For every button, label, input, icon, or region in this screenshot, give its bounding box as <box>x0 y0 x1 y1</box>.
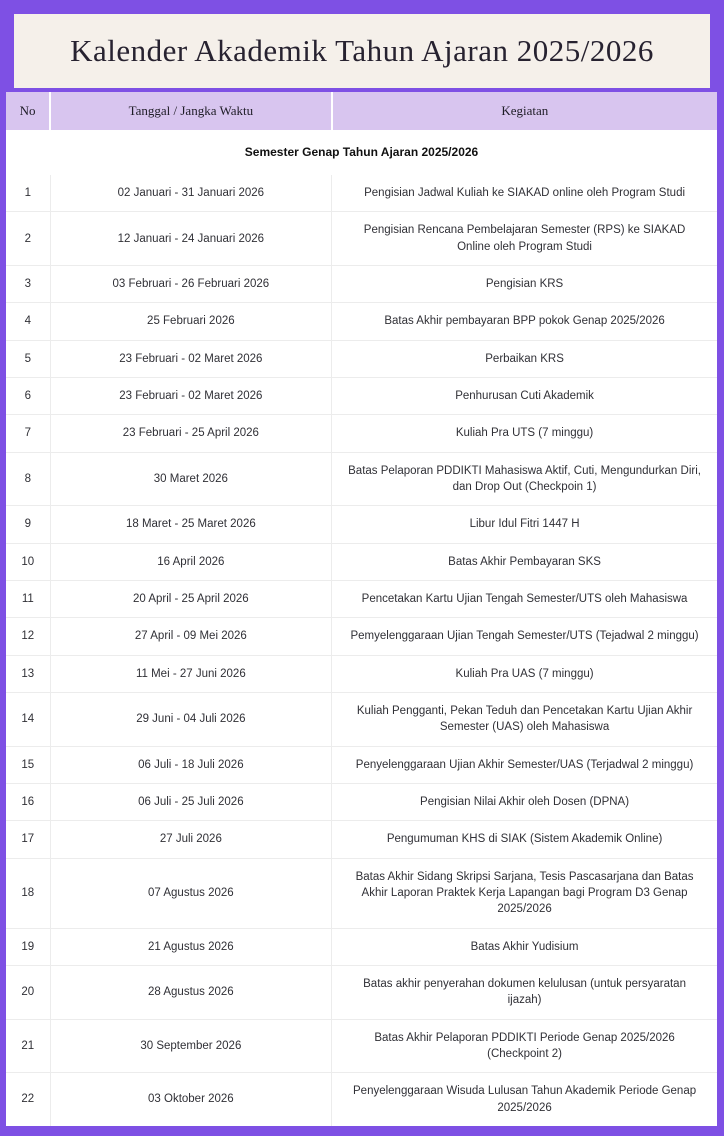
title-banner <box>14 14 710 88</box>
row-kegiatan: Perbaikan KRS <box>332 340 717 377</box>
row-no: 12 <box>6 618 50 655</box>
row-no: 9 <box>6 506 50 543</box>
row-no: 1 <box>6 175 50 212</box>
table-row <box>6 928 717 965</box>
row-kegiatan: Kuliah Pengganti, Pekan Teduh dan Pencetakan Kartu Ujian Akhir Semester (UAS) oleh Mahasiswa <box>332 692 717 746</box>
table-row <box>6 965 717 1019</box>
row-kegiatan: Pengisian Jadwal Kuliah ke SIAKAD online oleh Program Studi <box>364 187 686 200</box>
row-kegiatan: Pengisian Rencana Pembelajaran Semester (RPS) ke SIAKAD Online oleh Program Studi <box>332 212 717 266</box>
row-kegiatan: Kuliah Pra UTS (7 minggu) <box>332 415 717 452</box>
row-no: 5 <box>6 340 50 377</box>
row-no: 8 <box>6 452 50 506</box>
table-row <box>6 303 717 340</box>
row-no: 21 <box>6 1019 50 1073</box>
col-header-no: No <box>6 92 50 130</box>
row-kegiatan: Pengisian KRS <box>332 266 717 303</box>
table-row <box>6 618 717 655</box>
row-kegiatan: Penyelenggaraan Wisuda Lulusan Tahun Akademik Periode Genap 2025/2026 <box>332 1073 717 1126</box>
row-no: 20 <box>6 965 50 1019</box>
table-row <box>6 543 717 580</box>
row-tanggal: 20 April - 25 April 2026 <box>50 580 332 617</box>
row-no: 19 <box>6 928 50 965</box>
row-tanggal: 06 Juli - 25 Juli 2026 <box>50 783 332 820</box>
row-tanggal: 12 Januari - 24 Januari 2026 <box>50 212 332 266</box>
section-header-label: Semester Genap Tahun Ajaran 2025/2026 <box>244 145 479 159</box>
table-row <box>6 506 717 543</box>
row-no: 16 <box>6 783 50 820</box>
table-row <box>6 212 717 266</box>
row-kegiatan: Batas akhir penyerahan dokumen kelulusan (untuk persyaratan ijazah) <box>332 965 717 1019</box>
col-header-tanggal: Tanggal / Jangka Waktu <box>50 92 332 130</box>
row-tanggal: 16 April 2026 <box>50 543 332 580</box>
row-no: 4 <box>6 303 50 340</box>
page-title: Kalender Akademik Tahun Ajaran 2025/2026 <box>70 33 654 68</box>
row-kegiatan: Batas Akhir Yudisium <box>332 928 717 965</box>
row-kegiatan: Pengisian Nilai Akhir oleh Dosen (DPNA) <box>332 783 717 820</box>
row-tanggal: 07 Agustus 2026 <box>50 858 332 928</box>
row-tanggal: 30 September 2026 <box>50 1019 332 1073</box>
row-tanggal: 06 Juli - 18 Juli 2026 <box>50 746 332 783</box>
row-kegiatan: Batas Akhir Pembayaran SKS <box>332 543 717 580</box>
row-kegiatan: Batas Akhir Sidang Skripsi Sarjana, Tesis Pascasarjana dan Batas Akhir Laporan Praktek Kerja Lapangan bagi Program D3 Genap 2025/2026 <box>332 858 717 928</box>
section-header-row <box>6 130 717 175</box>
table-row <box>6 175 717 212</box>
row-no: 17 <box>6 821 50 858</box>
row-no: 13 <box>6 655 50 692</box>
row-kegiatan: Pengumuman KHS di SIAK (Sistem Akademik Online) <box>332 821 717 858</box>
row-kegiatan: Penyelenggaraan Ujian Akhir Semester/UAS (Terjadwal 2 minggu) <box>332 746 717 783</box>
row-no: 3 <box>6 266 50 303</box>
table-row <box>6 452 717 506</box>
row-no: 10 <box>6 543 50 580</box>
row-kegiatan: Pencetakan Kartu Ujian Tengah Semester/UTS oleh Mahasiswa <box>332 580 717 617</box>
row-no: 11 <box>6 580 50 617</box>
row-tanggal: 23 Februari - 25 April 2026 <box>50 415 332 452</box>
table-row <box>6 1019 717 1073</box>
row-no: 18 <box>6 858 50 928</box>
table-row <box>6 655 717 692</box>
row-tanggal: 11 Mei - 27 Juni 2026 <box>50 655 332 692</box>
table-row <box>6 858 717 928</box>
row-no: 15 <box>6 746 50 783</box>
row-kegiatan: Libur Idul Fitri 1447 H <box>332 506 717 543</box>
row-tanggal: 03 Oktober 2026 <box>50 1073 332 1126</box>
row-kegiatan: Batas Akhir pembayaran BPP pokok Genap 2025/2026 <box>332 303 717 340</box>
table-row <box>6 821 717 858</box>
row-no: 14 <box>6 692 50 746</box>
row-tanggal: 25 Februari 2026 <box>50 303 332 340</box>
table-row <box>6 580 717 617</box>
table-row <box>6 746 717 783</box>
row-no: 6 <box>6 378 50 415</box>
table-row <box>6 1073 717 1126</box>
row-tanggal: 28 Agustus 2026 <box>50 965 332 1019</box>
table-row <box>6 378 717 415</box>
row-kegiatan: Batas Akhir Pelaporan PDDIKTI Periode Genap 2025/2026 (Checkpoint 2) <box>332 1019 717 1073</box>
table-row <box>6 266 717 303</box>
row-no: 7 <box>6 415 50 452</box>
row-no: 22 <box>6 1073 50 1126</box>
table-row <box>6 415 717 452</box>
row-tanggal: 27 April - 09 Mei 2026 <box>50 618 332 655</box>
row-kegiatan: Kuliah Pra UAS (7 minggu) <box>332 655 717 692</box>
row-tanggal: 23 Februari - 02 Maret 2026 <box>50 378 332 415</box>
row-tanggal: 30 Maret 2026 <box>50 452 332 506</box>
col-header-kegiatan: Kegiatan <box>332 92 717 130</box>
row-tanggal: 03 Februari - 26 Februari 2026 <box>50 266 332 303</box>
academic-calendar-table <box>6 92 717 1126</box>
table-header-row <box>6 92 717 130</box>
row-tanggal: 23 Februari - 02 Maret 2026 <box>50 340 332 377</box>
row-tanggal: 18 Maret - 25 Maret 2026 <box>50 506 332 543</box>
row-kegiatan: Penhurusan Cuti Akademik <box>332 378 717 415</box>
table-row <box>6 783 717 820</box>
row-tanggal: 27 Juli 2026 <box>50 821 332 858</box>
table-row <box>6 692 717 746</box>
row-tanggal: 29 Juni - 04 Juli 2026 <box>50 692 332 746</box>
row-tanggal: 21 Agustus 2026 <box>50 928 332 965</box>
row-kegiatan: Pemyelenggaraan Ujian Tengah Semester/UTS (Tejadwal 2 minggu) <box>332 618 717 655</box>
row-tanggal: 02 Januari - 31 Januari 2026 <box>50 175 332 212</box>
row-kegiatan: Batas Pelaporan PDDIKTI Mahasiswa Aktif, Cuti, Mengundurkan Diri, dan Drop Out (Checkpoin 1) <box>332 452 717 506</box>
row-no: 2 <box>6 212 50 266</box>
table-row <box>6 340 717 377</box>
